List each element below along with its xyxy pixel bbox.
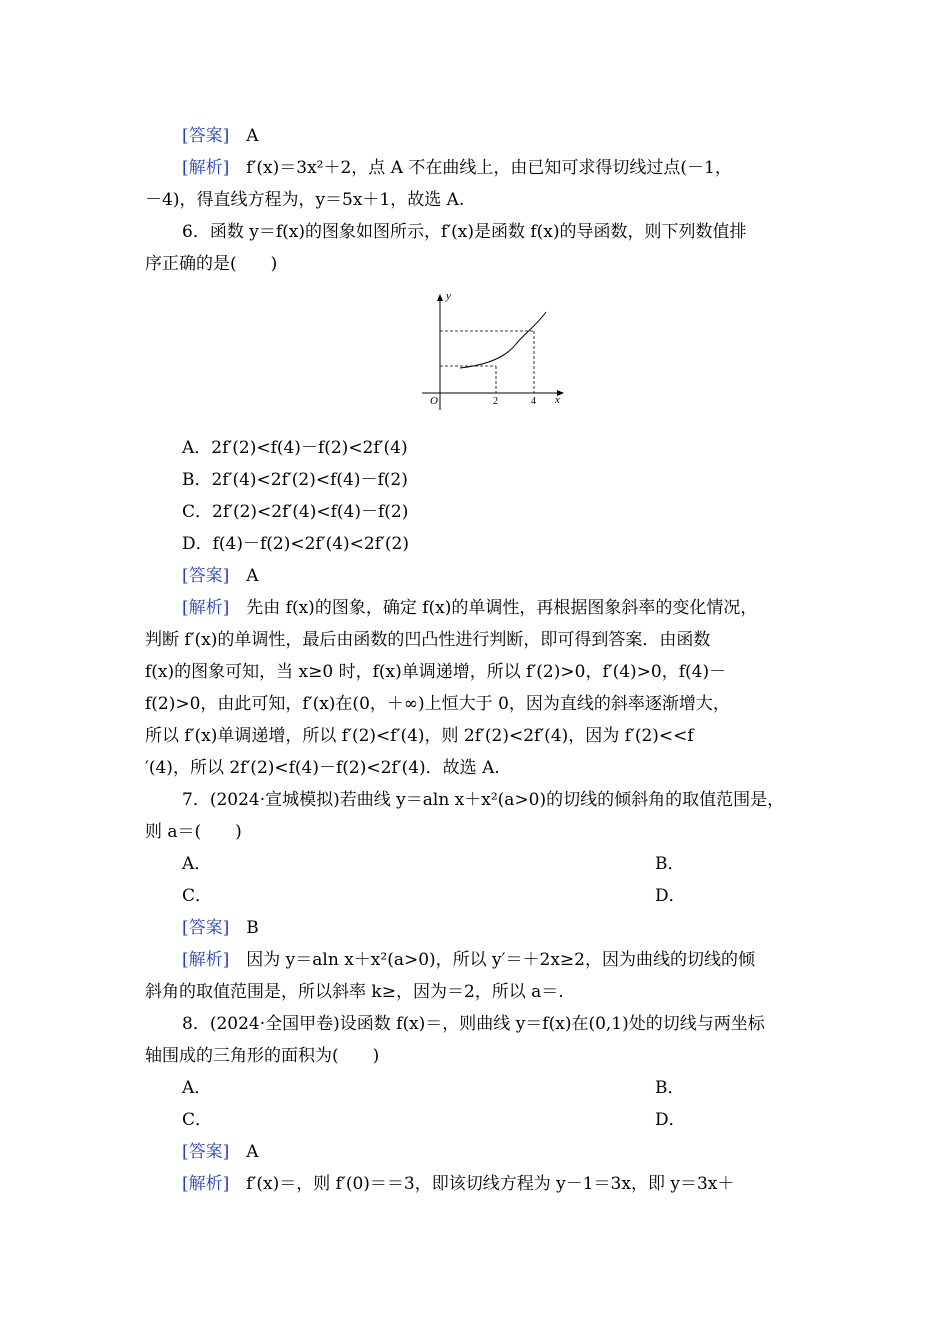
question-7: 7．(2024·宣城模拟)若曲线 y＝aln x＋x²(a>0)的切线的倾斜角的取值范围是， — [182, 790, 785, 810]
text-line: 轴围成的三角形的面积为( ) — [145, 1046, 380, 1066]
text-line: 序正确的是( ) — [145, 254, 278, 274]
options-row — [182, 1076, 852, 1100]
tick-label-2: 2 — [493, 396, 498, 407]
text-line: －4)，得直线方程为，y＝5x＋1，故选 A. — [145, 190, 465, 210]
function-graph — [418, 286, 568, 412]
tick-label-4: 4 — [531, 396, 536, 407]
text-line: 则 a＝( ) — [145, 822, 242, 842]
option-d: D．f(4)－f(2)<2f′(4)<2f′(2) — [182, 534, 409, 554]
option-d: D． — [655, 886, 686, 906]
option-c: C．2f′(2)<2f′(4)<f(4)－f(2) — [182, 502, 409, 522]
option-b: B． — [655, 1078, 685, 1098]
text-line: 判断 f′(x)的单调性，最后由函数的凹凸性进行判断，即可得到答案．由函数 — [145, 630, 711, 650]
text-line: f(2)>0，由此可知，f′(x)在(0，＋∞)上恒大于 0，因为直线的斜率逐渐增大， — [145, 694, 730, 714]
text-line: ′(4)，所以 2f′(2)<f(4)－f(2)<2f′(4)．故选 A. — [145, 758, 500, 778]
answer-line: [答案] A — [182, 566, 259, 586]
option-b: B．2f′(4)<2f′(2)<f(4)－f(2) — [182, 470, 408, 490]
option-c: C． — [182, 886, 213, 906]
question-6: 6．函数 y＝f(x)的图象如图所示，f′(x)是函数 f(x)的导函数，则下列数值排 — [182, 222, 747, 242]
answer-line: [答案] A — [182, 126, 259, 146]
analysis-line: [解析] f′(x)＝3x²＋2，点 A 不在曲线上，由已知可求得切线过点(－1， — [182, 158, 732, 178]
option-c: C． — [182, 1110, 213, 1130]
question-8: 8．(2024·全国甲卷)设函数 f(x)＝，则曲线 y＝f(x)在(0,1)处的切线与两坐标 — [182, 1014, 765, 1034]
option-a: A． — [182, 1078, 212, 1098]
option-b: B． — [655, 854, 685, 874]
analysis-line: [解析] 因为 y＝aln x＋x²(a>0)，所以 y′＝＋2x≥2，因为曲线的切线的倾 — [182, 950, 755, 970]
answer-line: [答案] A — [182, 1142, 259, 1162]
text-line: f(x)的图象可知，当 x≥0 时，f(x)单调递增，所以 f′(2)>0，f′(4)>0，f(4)－ — [145, 662, 727, 682]
x-axis-label: x — [555, 394, 560, 406]
analysis-line: [解析] f′(x)＝，则 f′(0)＝＝3，即该切线方程为 y－1＝3x，即 y＝3x＋ — [182, 1174, 735, 1194]
text-line: 所以 f′(x)单调递增，所以 f′(2)<f′(4)，则 2f′(2)<2f′(4)，因为 f′(2)<<f — [145, 726, 694, 746]
options-row — [182, 852, 852, 876]
y-axis-label: y — [446, 290, 451, 302]
origin-label: O — [430, 395, 438, 407]
options-row — [182, 1108, 852, 1132]
option-a: A．2f′(2)<f(4)－f(2)<2f′(4) — [182, 438, 408, 458]
options-row — [182, 884, 852, 908]
analysis-line: [解析] 先由 f(x)的图象，确定 f(x)的单调性，再根据图象斜率的变化情况， — [182, 598, 758, 618]
text-line: 斜角的取值范围是，所以斜率 k≥，因为＝2，所以 a＝. — [145, 982, 564, 1002]
option-a: A． — [182, 854, 212, 874]
option-d: D． — [655, 1110, 686, 1130]
answer-line: [答案] B — [182, 918, 259, 938]
